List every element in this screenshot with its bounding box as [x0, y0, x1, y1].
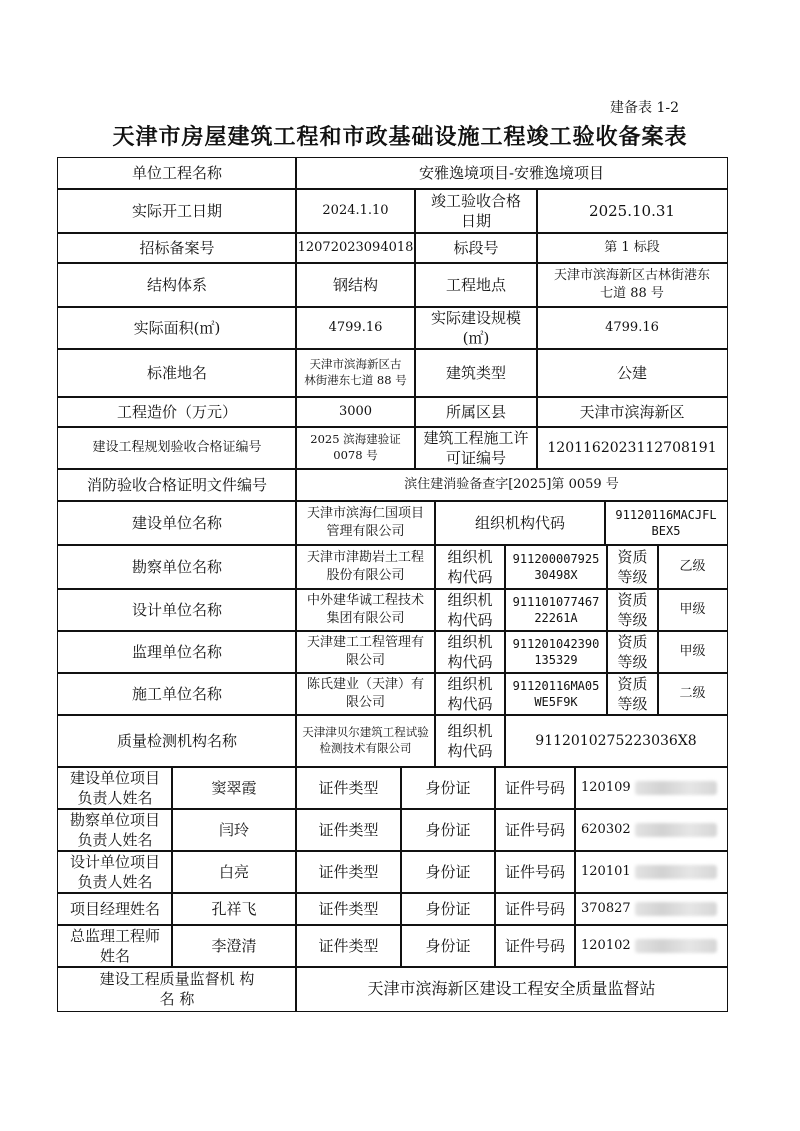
label-qualification: 资质等级 [606, 588, 659, 632]
value-cert-type: 身份证 [400, 850, 496, 894]
page-title: 天津市房屋建筑工程和市政基础设施工程竣工验收备案表 [112, 125, 688, 150]
label-cert-type: 证件类型 [295, 850, 402, 894]
label-org-code: 组织机构代码 [434, 672, 506, 716]
value-project-manager-name: 孔祥飞 [171, 892, 297, 926]
value-district: 天津市滨海新区 [536, 396, 728, 428]
label-qualification: 资质等级 [606, 672, 659, 716]
value-bid-record-no: 12072023094018 [295, 232, 416, 264]
value-quality-agency: 天津市滨海新区建设工程安全质量监督站 [295, 966, 728, 1012]
label-actual-start-date: 实际开工日期 [57, 188, 297, 234]
value-section-no: 第 1 标段 [536, 232, 728, 264]
value-cert-no [574, 808, 728, 852]
label-design-unit: 设计单位名称 [57, 588, 297, 632]
id-prefix: 120102 [581, 938, 631, 954]
label-cert-type: 证件类型 [295, 892, 402, 926]
label-actual-area: 实际面积(㎡) [57, 306, 297, 350]
value-cert-no [574, 850, 728, 894]
label-construction-permit-no: 建筑工程施工许可证编号 [414, 426, 538, 470]
id-prefix: 120101 [581, 864, 631, 880]
value-owner-unit: 天津市滨海仁国项目管理有限公司 [295, 500, 436, 546]
value-cert-no [574, 766, 728, 810]
id-prefix: 370827 [581, 901, 631, 917]
label-survey-unit: 勘察单位名称 [57, 544, 297, 590]
label-survey-pm: 勘察单位项目负责人姓名 [57, 808, 173, 852]
redacted-mark [635, 781, 717, 795]
value-testing-unit: 天津津贝尔建筑工程试验检测技术有限公司 [295, 714, 436, 768]
value-project-cost: 3000 [295, 396, 416, 428]
id-prefix: 620302 [581, 822, 631, 838]
value-standard-address: 天津市滨海新区古林街港东七道 88 号 [295, 348, 416, 398]
label-testing-unit: 质量检测机构名称 [57, 714, 297, 768]
label-qualification: 资质等级 [606, 630, 659, 674]
value-cert-no [574, 892, 728, 926]
value-design-unit: 中外建华诚工程技术集团有限公司 [295, 588, 436, 632]
value-supervision-grade: 甲级 [657, 630, 728, 674]
label-bid-record-no: 招标备案号 [57, 232, 297, 264]
label-cert-type: 证件类型 [295, 766, 402, 810]
label-structure-system: 结构体系 [57, 262, 297, 308]
value-owner-pm-name: 窦翠霞 [171, 766, 297, 810]
label-org-code: 组织机构代码 [434, 588, 506, 632]
label-planning-cert-no: 建设工程规划验收合格证编号 [57, 426, 297, 470]
value-supervision-unit: 天津建工工程管理有限公司 [295, 630, 436, 674]
value-building-type: 公建 [536, 348, 728, 398]
value-construction-permit-no: 120116202311270819​1 [536, 426, 728, 470]
value-survey-org-code: 91120000792530498X [504, 544, 608, 590]
label-section-no: 标段号 [414, 232, 538, 264]
label-org-code: 组织机构代码 [434, 544, 506, 590]
label-cert-type: 证件类型 [295, 808, 402, 852]
label-building-type: 建筑类型 [414, 348, 538, 398]
label-cert-type: 证件类型 [295, 924, 402, 968]
label-owner-unit: 建设单位名称 [57, 500, 297, 546]
label-owner-pm: 建设单位项目负责人姓名 [57, 766, 173, 810]
value-actual-start-date: 2024.1.10 [295, 188, 416, 234]
value-planning-cert-no: 2025 滨海建验证 0078 号 [295, 426, 416, 470]
label-district: 所属区县 [414, 396, 538, 428]
redacted-mark [635, 902, 717, 916]
label-construction-unit: 施工单位名称 [57, 672, 297, 716]
label-qualification: 资质等级 [606, 544, 659, 590]
value-owner-org-code: 91120116MACJFLBEX5 [604, 500, 728, 546]
label-supervision-unit: 监理单位名称 [57, 630, 297, 674]
value-actual-scale: 4799.16 [536, 306, 728, 350]
label-cert-no: 证件号码 [494, 808, 576, 852]
label-fire-cert-no: 消防验收合格证明文件编号 [57, 468, 297, 502]
value-design-org-code: 91110107746722261A [504, 588, 608, 632]
label-cert-no: 证件号码 [494, 892, 576, 926]
label-cert-no: 证件号码 [494, 924, 576, 968]
label-cert-no: 证件号码 [494, 766, 576, 810]
redacted-mark [635, 939, 717, 953]
value-survey-unit: 天津市津勘岩土工程股份有限公司 [295, 544, 436, 590]
value-cert-type: 身份证 [400, 808, 496, 852]
label-design-pm: 设计单位项目负责人姓名 [57, 850, 173, 894]
value-construction-org-code: 91120116MA05WE5F9K [504, 672, 608, 716]
value-unit-project-name: 安雅逸境项目-安雅逸境项目 [295, 157, 728, 190]
label-project-location: 工程地点 [414, 262, 538, 308]
value-structure-system: 钢结构 [295, 262, 416, 308]
value-actual-area: 4799.16 [295, 306, 416, 350]
label-org-code: 组织机构代码 [434, 500, 606, 546]
label-chief-supervisor: 总监理工程师姓名 [57, 924, 173, 968]
label-org-code: 组织机构代码 [434, 630, 506, 674]
value-cert-type: 身份证 [400, 924, 496, 968]
value-project-location: 天津市滨海新区古林街港东七道 88 号 [536, 262, 728, 308]
label-actual-scale: 实际建设规模(㎡) [414, 306, 538, 350]
label-project-cost: 工程造价（万元） [57, 396, 297, 428]
label-cert-no: 证件号码 [494, 850, 576, 894]
value-construction-unit: 陈氏建业（天津）有限公司 [295, 672, 436, 716]
value-design-grade: 甲级 [657, 588, 728, 632]
value-survey-pm-name: 闫玲 [171, 808, 297, 852]
label-project-manager: 项目经理姓名 [57, 892, 173, 926]
label-unit-project-name: 单位工程名称 [57, 157, 297, 190]
value-cert-type: 身份证 [400, 766, 496, 810]
label-standard-address: 标准地名 [57, 348, 297, 398]
redacted-mark [635, 865, 717, 879]
value-fire-cert-no: 滨住建消验备查字[2025]第 0059 号 [295, 468, 728, 502]
redacted-mark [635, 823, 717, 837]
value-cert-no [574, 924, 728, 968]
value-acceptance-date: 2025.10.31 [536, 188, 728, 234]
id-prefix: 120109 [581, 780, 631, 796]
form-code: 建备表 1-2 [610, 100, 679, 116]
value-chief-supervisor-name: 李澄清 [171, 924, 297, 968]
value-cert-type: 身份证 [400, 892, 496, 926]
label-org-code: 组织机构代码 [434, 714, 506, 768]
value-survey-grade: 乙级 [657, 544, 728, 590]
label-quality-agency: 建设工程质量监督机 构 名 称 [57, 966, 297, 1012]
value-supervision-org-code: 911201042390135329 [504, 630, 608, 674]
value-design-pm-name: 白亮 [171, 850, 297, 894]
label-acceptance-date: 竣工验收合格日期 [414, 188, 538, 234]
value-construction-grade: 二级 [657, 672, 728, 716]
value-testing-org-code: 9112010275223036X8 [504, 714, 728, 768]
